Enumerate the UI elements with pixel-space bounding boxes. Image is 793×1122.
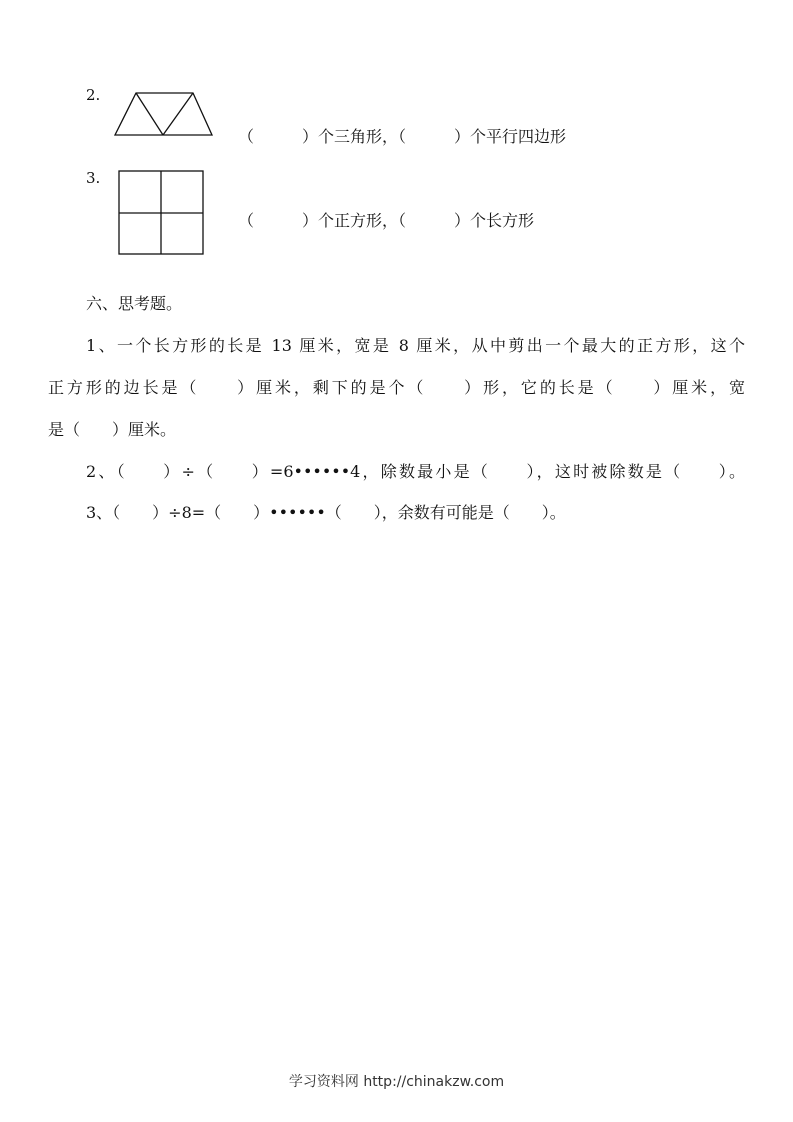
q1-text-line-2: 正方形的边长是（ ）厘米，剩下的是个（ ）形，它的长是（ ）厘米，宽 xyxy=(48,378,745,397)
trapezoid-diagonal-left xyxy=(136,93,163,135)
trapezoid-outline xyxy=(115,93,212,135)
q2-text-line: 2、（ ）÷（ ）=6••••••4，除数最小是（ ），这时被除数是（ ）。 xyxy=(86,462,745,481)
section-heading: 六、思考题。 xyxy=(86,294,183,313)
trapezoid-triangles-figure xyxy=(112,90,216,140)
question-number-2: 2. xyxy=(86,86,101,104)
trapezoid-diagonal-right xyxy=(163,93,193,135)
q1-text-line-1: 1、一个长方形的长是 13 厘米，宽是 8 厘米，从中剪出一个最大的正方形，这个 xyxy=(86,336,745,355)
page-footer: 学习资料网 http://chinakzw.com xyxy=(288,1074,505,1090)
q3-text-line: 3、（ ）÷8=（ ）••••••（ ），余数有可能是（ ）。 xyxy=(86,503,566,522)
q3-answer-line: （ ）个正方形，（ ）个长方形 xyxy=(238,211,535,230)
q2-answer-line: （ ）个三角形，（ ）个平行四边形 xyxy=(238,127,567,146)
square-grid-figure xyxy=(118,170,206,256)
question-number-3: 3. xyxy=(86,169,101,187)
q1-text-line-3: 是（ ）厘米。 xyxy=(48,420,177,439)
